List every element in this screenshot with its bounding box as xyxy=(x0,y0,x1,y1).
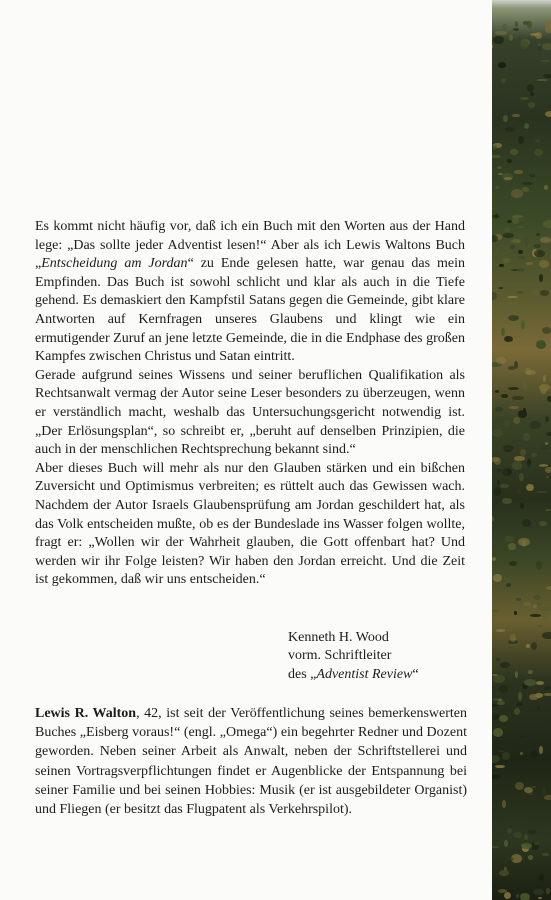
foliage-texture xyxy=(531,821,543,826)
foliage-texture xyxy=(517,226,526,229)
foliage-texture xyxy=(497,469,501,473)
foliage-texture xyxy=(534,149,543,157)
foliage-texture xyxy=(497,166,502,169)
foliage-texture xyxy=(492,429,503,437)
foliage-texture xyxy=(521,843,532,849)
foliage-texture xyxy=(536,681,544,685)
foliage-texture xyxy=(492,235,498,242)
foliage-texture xyxy=(514,170,523,174)
foliage-texture xyxy=(530,33,540,36)
foliage-texture xyxy=(528,670,533,675)
publication-suffix: “ xyxy=(412,666,419,682)
foliage-texture xyxy=(501,328,505,336)
foliage-texture xyxy=(516,291,523,294)
foliage-texture xyxy=(539,746,543,754)
author-bio xyxy=(35,704,467,819)
foliage-texture xyxy=(531,453,537,457)
foliage-texture xyxy=(506,583,511,588)
foliage-texture xyxy=(508,315,520,321)
foliage-texture xyxy=(493,675,504,684)
foliage-texture xyxy=(545,111,551,117)
foliage-texture xyxy=(504,227,511,232)
foliage-texture xyxy=(523,381,527,389)
foliage-texture xyxy=(524,834,528,840)
foliage-texture xyxy=(527,463,531,468)
foliage-texture xyxy=(540,290,549,296)
foliage-texture xyxy=(534,842,538,845)
foliage-texture xyxy=(544,795,551,800)
foliage-texture xyxy=(502,498,512,503)
foliage-texture xyxy=(492,609,499,613)
foliage-texture xyxy=(503,445,514,451)
foliage-texture xyxy=(536,233,540,235)
foliage-texture xyxy=(502,24,508,29)
foliage-texture xyxy=(492,618,494,621)
foliage-texture xyxy=(506,696,509,704)
publication-prefix: des „ xyxy=(288,666,317,682)
foliage-texture xyxy=(523,433,530,441)
foliage-texture xyxy=(513,417,520,425)
foliage-texture xyxy=(502,752,511,760)
foliage-texture xyxy=(492,215,500,217)
foliage-texture xyxy=(493,728,503,736)
foliage-texture xyxy=(540,237,550,243)
foliage-texture xyxy=(533,604,537,607)
foliage-texture xyxy=(499,870,509,876)
review-signature xyxy=(288,629,419,684)
foliage-texture xyxy=(520,819,527,824)
foliage-texture xyxy=(518,538,530,547)
foliage-texture xyxy=(533,595,541,600)
foliage-texture xyxy=(517,256,525,259)
foliage-texture xyxy=(513,28,519,31)
foliage-texture xyxy=(499,264,503,267)
foliage-texture xyxy=(545,416,549,422)
foliage-texture xyxy=(507,828,512,834)
foliage-texture xyxy=(530,751,538,758)
foliage-texture xyxy=(539,260,548,267)
foliage-texture xyxy=(512,461,523,470)
foliage-texture xyxy=(508,387,518,390)
foliage-texture xyxy=(507,296,519,298)
foliage-texture xyxy=(541,612,548,618)
foliage-texture xyxy=(495,407,503,412)
foliage-texture xyxy=(505,127,515,131)
foliage-texture xyxy=(533,889,544,896)
foliage-texture xyxy=(502,468,512,475)
foliage-texture xyxy=(524,679,536,686)
publication-name: Adventist Review xyxy=(316,666,413,682)
foliage-texture xyxy=(529,174,535,177)
foliage-texture xyxy=(520,893,530,900)
foliage-texture xyxy=(503,115,508,122)
foliage-texture xyxy=(547,396,551,402)
signature-role: vorm. Schriftleiter xyxy=(288,648,392,664)
foliage-texture xyxy=(542,787,546,794)
foliage-texture xyxy=(520,449,526,455)
foliage-texture xyxy=(540,445,550,450)
foliage-texture xyxy=(546,888,550,894)
foliage-texture xyxy=(512,396,524,400)
foliage-texture xyxy=(514,611,518,615)
foliage-texture xyxy=(510,149,517,154)
foliage-texture xyxy=(492,704,497,707)
foliage-texture xyxy=(514,456,526,460)
foliage-texture xyxy=(537,675,541,680)
foliage-texture xyxy=(492,846,500,848)
foliage-texture xyxy=(519,473,524,481)
foliage-texture xyxy=(525,237,528,246)
foliage-texture xyxy=(543,74,551,78)
foliage-texture xyxy=(512,114,521,117)
foliage-texture xyxy=(521,321,525,328)
foliage-texture xyxy=(496,357,506,364)
foliage-texture xyxy=(511,189,522,198)
foliage-texture xyxy=(516,598,521,601)
foliage-texture xyxy=(546,476,549,478)
foliage-texture xyxy=(513,815,517,819)
cover-photo-strip xyxy=(492,0,551,900)
foliage-texture xyxy=(522,182,534,185)
foliage-texture xyxy=(492,292,497,300)
foliage-texture xyxy=(539,274,543,282)
foliage-texture xyxy=(543,693,551,696)
foliage-texture xyxy=(492,44,493,49)
author-name: Lewis R. Walton xyxy=(35,706,137,721)
foliage-texture xyxy=(527,84,534,92)
foliage-texture xyxy=(543,375,547,382)
foliage-texture xyxy=(544,185,548,190)
foliage-texture xyxy=(528,102,535,108)
foliage-texture xyxy=(497,480,500,484)
foliage-texture xyxy=(532,786,536,788)
foliage-texture xyxy=(545,467,551,473)
foliage-texture xyxy=(545,509,551,512)
foliage-texture xyxy=(507,220,511,223)
foliage-texture xyxy=(526,262,533,265)
foliage-texture xyxy=(517,489,521,493)
foliage-texture xyxy=(542,327,551,334)
foliage-texture xyxy=(530,421,541,429)
foliage-texture xyxy=(492,557,496,561)
book-title: Entscheidung am Jordan xyxy=(41,256,188,272)
foliage-texture xyxy=(493,574,502,583)
foliage-texture xyxy=(500,484,509,487)
foliage-texture xyxy=(509,34,513,41)
foliage-texture xyxy=(494,383,498,387)
foliage-texture xyxy=(492,774,501,779)
foliage-texture xyxy=(494,487,500,496)
foliage-texture xyxy=(508,543,515,550)
foliage-texture xyxy=(504,840,508,847)
foliage-texture xyxy=(507,159,512,163)
foliage-texture xyxy=(544,686,551,690)
foliage-texture xyxy=(495,765,505,768)
foliage-texture xyxy=(495,390,499,393)
foliage-texture xyxy=(518,692,522,700)
foliage-texture xyxy=(503,233,514,237)
foliage-texture xyxy=(511,239,521,243)
foliage-texture xyxy=(515,671,518,678)
foliage-texture xyxy=(502,800,506,808)
foliage-texture xyxy=(510,245,515,249)
foliage-texture xyxy=(499,287,503,289)
foliage-texture xyxy=(543,220,551,228)
foliage-texture xyxy=(537,706,540,711)
foliage-texture xyxy=(517,268,525,272)
foliage-texture xyxy=(496,629,505,632)
foliage-texture xyxy=(516,703,523,706)
foliage-texture xyxy=(520,503,524,509)
foliage-texture xyxy=(504,536,514,543)
foliage-texture xyxy=(493,36,504,44)
foliage-texture xyxy=(519,736,527,738)
foliage-texture xyxy=(520,752,524,754)
foliage-texture xyxy=(495,186,499,189)
foliage-texture xyxy=(546,432,551,436)
foliage-texture xyxy=(522,519,531,527)
foliage-texture xyxy=(534,250,545,258)
foliage-texture xyxy=(536,491,548,493)
foliage-texture xyxy=(542,43,551,49)
foliage-texture xyxy=(528,855,533,860)
foliage-texture xyxy=(504,892,511,899)
foliage-texture xyxy=(496,658,500,661)
foliage-texture xyxy=(524,123,529,129)
foliage-texture xyxy=(492,755,500,763)
foliage-texture xyxy=(534,244,541,248)
foliage-texture xyxy=(530,614,541,617)
review-paragraph-2: Gerade aufgrund seines Wissens und seiner beruflichen Qualifikation als Rechtsanwalt vermag der Autor seine Leser besonders zu überzeugen, wenn er verständlich macht, weshalb das Untersuchungsgericht notwendig ist. „Der Erlösungsplan“, so schreibt er, „beruht auf denselben Prinzipien, die auch in der menschlichen Rechtsprechung bekannt sind.“ xyxy=(35,367,465,458)
foliage-texture xyxy=(492,516,494,521)
foliage-texture xyxy=(515,21,518,26)
foliage-texture xyxy=(538,897,543,899)
foliage-texture xyxy=(493,145,497,149)
foliage-texture xyxy=(540,607,551,611)
foliage-texture xyxy=(509,561,516,566)
foliage-texture xyxy=(520,97,528,100)
review-text xyxy=(35,218,465,590)
foliage-texture xyxy=(537,625,542,627)
foliage-texture xyxy=(501,78,505,83)
foliage-texture xyxy=(545,25,551,33)
foliage-texture xyxy=(535,139,540,143)
foliage-texture xyxy=(512,217,519,224)
foliage-texture xyxy=(515,782,525,790)
review-paragraph-1: Es kommt nicht häufig vor, daß ich ein Buch mit den Worten aus der Hand lege: „Das sollte jeder Adventist lesen!“ Aber als ich Lewis Waltons Buch „Entscheidung am Jordan“ zu Ende gelesen hatte, war genau das mein Empfinden. Das Buch ist sowohl schlicht und klar als auch in die Tiefe gehend. Es demaskiert den Kampfstil Satans gegen die Gemeinde, gibt klare Antworten auf Kernfragen unseres Glaubens und klingt wie ein ermutigender Zuruf an jene letzte Gemeinde, die in die Endphase des großen Kampfes zwischen Christus und Satan eintritt. xyxy=(35,219,465,365)
foliage-texture xyxy=(542,632,551,639)
foliage-texture xyxy=(523,602,531,606)
foliage-texture xyxy=(540,60,549,62)
foliage-texture xyxy=(504,177,512,179)
foliage-texture xyxy=(539,874,544,881)
foliage-texture xyxy=(530,92,534,96)
foliage-texture xyxy=(513,832,521,838)
foliage-texture xyxy=(542,853,549,856)
signature-publication-line xyxy=(288,666,419,684)
signature-name: Kenneth H. Wood xyxy=(288,630,389,645)
foliage-texture xyxy=(500,662,510,669)
foliage-texture xyxy=(522,187,529,192)
foliage-texture xyxy=(546,586,551,589)
foliage-texture xyxy=(499,715,508,722)
foliage-texture xyxy=(527,830,537,834)
foliage-texture xyxy=(543,20,551,25)
foliage-texture xyxy=(526,370,536,374)
foliage-texture xyxy=(495,31,507,34)
foliage-texture xyxy=(529,694,538,700)
foliage-texture xyxy=(526,644,530,648)
foliage-texture xyxy=(524,787,533,793)
foliage-texture xyxy=(510,98,514,103)
foliage-texture xyxy=(539,521,547,525)
foliage-texture xyxy=(514,708,520,715)
foliage-texture xyxy=(503,420,510,427)
foliage-texture xyxy=(531,289,540,294)
foliage-texture xyxy=(531,642,538,650)
foliage-texture xyxy=(508,366,514,370)
foliage-texture xyxy=(506,820,511,827)
foliage-texture xyxy=(537,79,549,82)
foliage-texture xyxy=(496,246,499,252)
foliage-texture xyxy=(492,155,501,159)
foliage-texture xyxy=(518,250,522,254)
author-bio-text: , 42, ist seit der Veröffentlichung seines bemerkenswerten Buches „Eisberg voraus!“ (engl. „Omega“) ein begehrter Redner und Dozent geworden. Neben seiner Arbeit als Anwalt, neben der Schriftstellerei und seinen Vortragsverpflichtungen findet er Augenblicke der Entspannung bei seiner Familie und bei seinen Hobbies: Musik (er ist ausgebildeter Organist) und Fliegen (er besitzt das Flugpatent als Verkehrspilot). xyxy=(35,706,467,818)
foliage-texture xyxy=(518,136,524,144)
foliage-texture xyxy=(536,561,542,570)
foliage-texture xyxy=(539,384,550,391)
foliage-texture xyxy=(492,457,499,461)
foliage-texture xyxy=(501,394,508,398)
foliage-texture xyxy=(509,406,519,409)
foliage-texture xyxy=(526,484,534,491)
foliage-texture xyxy=(516,894,519,899)
foliage-texture xyxy=(536,340,546,349)
foliage-texture xyxy=(503,258,509,264)
review-paragraph-3: Aber dieses Buch will mehr als nur den Glauben stärken und ein bißchen Zuversicht und Optimismus verbreiten; es rüttelt auch das Gewissen wach. Nachdem der Autor Israels Glaubensprüfung am Jordan geschildert hat, als das Volk entscheiden mußte, ob es der Bundeslade ins Wasser folgen wollte, fragt er: „Wollen wir der Wahrheit glauben, die Gott offenbart hat? Und werden wir ihr Folge leisten? Wir haben den Jordan erreicht. Und die Zeit ist gekommen, daß wir uns entscheiden.“ xyxy=(35,460,465,588)
foliage-texture xyxy=(518,410,528,417)
foliage-texture xyxy=(499,685,508,694)
foliage-texture xyxy=(497,701,505,705)
foliage-texture xyxy=(520,40,529,49)
foliage-texture xyxy=(504,336,513,342)
